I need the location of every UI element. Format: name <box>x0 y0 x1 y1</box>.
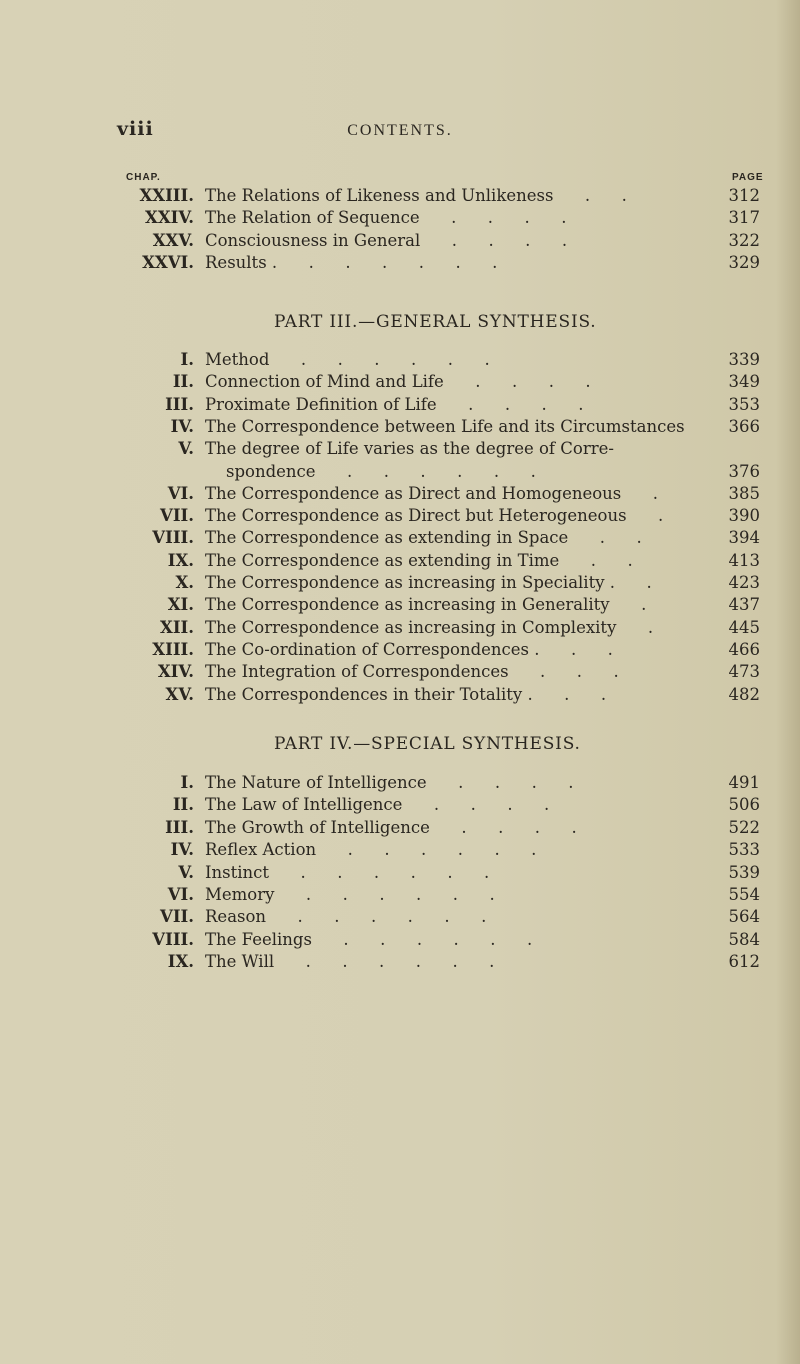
chapter-number: II. <box>172 372 194 392</box>
toc-entry <box>0 773 800 797</box>
chapter-title: The Correspondence as increasing in Generality . <box>205 595 647 615</box>
chapter-number: V. <box>178 862 194 882</box>
toc-entry <box>0 640 800 664</box>
chapter-number: XII. <box>160 617 194 637</box>
chapter-title: The Co-ordination of Correspondences . . . <box>205 639 613 659</box>
page-number-folio: viii <box>117 118 154 140</box>
chapter-number: III. <box>165 817 194 837</box>
toc-entry <box>0 795 800 819</box>
chapter-title: The Nature of Intelligence . . . . <box>205 773 574 792</box>
chapter-number: X. <box>175 573 194 592</box>
chapter-title: The Correspondence as Direct but Heterogeneous . <box>205 506 664 526</box>
chapter-page-number: 317 <box>728 208 760 228</box>
chapter-title: Proximate Definition of Life . . . . <box>205 394 584 414</box>
chapter-number: IV. <box>170 416 194 436</box>
toc-entry <box>0 186 800 210</box>
toc-entry <box>0 506 800 530</box>
chapter-page-number: 385 <box>728 483 760 503</box>
chapter-number: IX. <box>167 550 194 570</box>
toc-entry <box>0 885 800 909</box>
chapter-title: Connection of Mind and Life . . . . <box>205 372 591 392</box>
toc-entry <box>0 930 800 954</box>
toc-entry <box>0 551 800 575</box>
chapter-number: XXV. <box>152 230 194 250</box>
toc-entry <box>0 395 800 419</box>
chapter-title: The Will . . . . . . <box>205 952 495 972</box>
toc-entry <box>0 208 800 232</box>
chapter-page-number: 491 <box>728 773 760 792</box>
toc-entry <box>0 417 800 441</box>
chapter-page-number: 522 <box>728 817 760 837</box>
chapter-page-number: 376 <box>728 461 760 481</box>
chapter-title: Consciousness in General . . . . <box>205 230 568 250</box>
chapter-page-number: 466 <box>728 639 760 659</box>
chapter-title: The Integration of Correspondences . . . <box>205 662 619 682</box>
chapter-number: XIV. <box>157 662 194 682</box>
chapter-number: VIII. <box>152 929 194 949</box>
chapter-number: XI. <box>167 595 194 615</box>
chapter-number: VI. <box>167 885 194 904</box>
chapter-title: The Correspondence as increasing in Speciality . . <box>205 573 652 592</box>
chapter-page-number: 564 <box>728 907 760 927</box>
chapter-title: Method . . . . . . <box>205 350 490 369</box>
page-header <box>0 118 800 148</box>
chapter-title: The Correspondence as increasing in Complexity . <box>205 617 654 637</box>
chapter-title: The Law of Intelligence . . . . <box>205 795 550 815</box>
chapter-page-number: 473 <box>728 662 760 682</box>
chapter-title: Results . . . . . . . <box>205 252 498 272</box>
chapter-title: The Correspondences in their Totality . . . <box>205 684 607 704</box>
toc-entry <box>0 863 800 887</box>
chapter-number: XXIV. <box>145 208 194 228</box>
chapter-title: The Correspondence between Life and its Circumstances <box>205 416 685 436</box>
toc-entry <box>0 253 800 277</box>
chapter-title: spondence . . . . . . <box>205 461 536 481</box>
page-column-header: PAGE <box>732 172 764 183</box>
chapter-title: The Feelings . . . . . . <box>205 929 533 949</box>
toc-entry <box>0 372 800 396</box>
chapter-page-number: 482 <box>728 684 760 704</box>
chapter-page-number: 423 <box>728 573 760 592</box>
chapter-title: The Correspondence as extending in Space . . <box>205 528 642 548</box>
chapter-number: XXIII. <box>139 186 194 205</box>
chapter-page-number: 312 <box>728 186 760 205</box>
chapter-page-number: 554 <box>728 885 760 904</box>
chapter-page-number: 437 <box>728 595 760 615</box>
chapter-number: XIII. <box>152 639 194 659</box>
chapter-number: IX. <box>167 952 194 972</box>
running-head: CONTENTS. <box>347 122 453 139</box>
chapter-page-number: 584 <box>728 929 760 949</box>
toc-entry <box>0 685 800 709</box>
chapter-title: The Correspondence as Direct and Homogeneous . <box>205 483 658 503</box>
chapter-title: The degree of Life varies as the degree of Corre- <box>205 439 614 459</box>
chapter-page-number: 353 <box>728 394 760 414</box>
chapter-title: Memory . . . . . . <box>205 885 495 904</box>
chapter-page-number: 322 <box>728 230 760 250</box>
toc-entry <box>0 818 800 842</box>
toc-entry <box>0 952 800 976</box>
chapter-page-number: 390 <box>728 506 760 526</box>
chapter-page-number: 533 <box>728 840 760 860</box>
toc-entry <box>0 618 800 642</box>
toc-entry <box>0 907 800 931</box>
part-iii-heading-text: PART III.—GENERAL SYNTHESIS. <box>274 312 597 332</box>
part-iv-heading-text: PART IV.—SPECIAL SYNTHESIS. <box>274 734 581 754</box>
chapter-page-number: 506 <box>728 795 760 815</box>
chapter-number: VII. <box>160 506 194 526</box>
toc-entry <box>0 528 800 552</box>
chapter-page-number: 366 <box>728 416 760 436</box>
chapter-number: XV. <box>165 684 194 704</box>
chapter-title: The Relation of Sequence . . . . <box>205 208 567 228</box>
toc-entry <box>0 439 800 463</box>
chapter-number: V. <box>178 439 194 459</box>
chapter-page-number: 394 <box>728 528 760 548</box>
chapter-page-number: 445 <box>728 617 760 637</box>
chapter-title: Reason . . . . . . <box>205 907 487 927</box>
chapter-number: IV. <box>170 840 194 860</box>
chapter-title: The Growth of Intelligence . . . . <box>205 817 577 837</box>
toc-entry <box>0 484 800 508</box>
toc-entry <box>0 462 800 486</box>
chapter-title: The Relations of Likeness and Unlikeness . . <box>205 186 627 205</box>
chapter-title: The Correspondence as extending in Time . . <box>205 550 633 570</box>
chapter-number: I. <box>180 773 194 792</box>
chapter-page-number: 539 <box>728 862 760 882</box>
chapter-number: VIII. <box>152 528 194 548</box>
chapter-number: VI. <box>167 483 194 503</box>
chapter-page-number: 413 <box>728 550 760 570</box>
toc-entry <box>0 662 800 686</box>
chapter-number: III. <box>165 394 194 414</box>
chapter-title: Reflex Action . . . . . . <box>205 840 537 860</box>
chapter-number: XXVI. <box>142 252 194 272</box>
toc-entry <box>0 573 800 597</box>
toc-entry <box>0 840 800 864</box>
chapter-page-number: 339 <box>728 350 760 369</box>
chapter-number: II. <box>172 795 194 815</box>
chapter-page-number: 612 <box>728 952 760 972</box>
chapter-page-number: 349 <box>728 372 760 392</box>
chapter-number: VII. <box>160 907 194 927</box>
chapter-title: Instinct . . . . . . <box>205 862 490 882</box>
toc-entry <box>0 350 800 374</box>
chap-column-header: CHAP. <box>126 172 161 183</box>
chapter-number: I. <box>180 350 194 369</box>
toc-entry <box>0 595 800 619</box>
chapter-page-number: 329 <box>728 252 760 272</box>
toc-entry <box>0 231 800 255</box>
